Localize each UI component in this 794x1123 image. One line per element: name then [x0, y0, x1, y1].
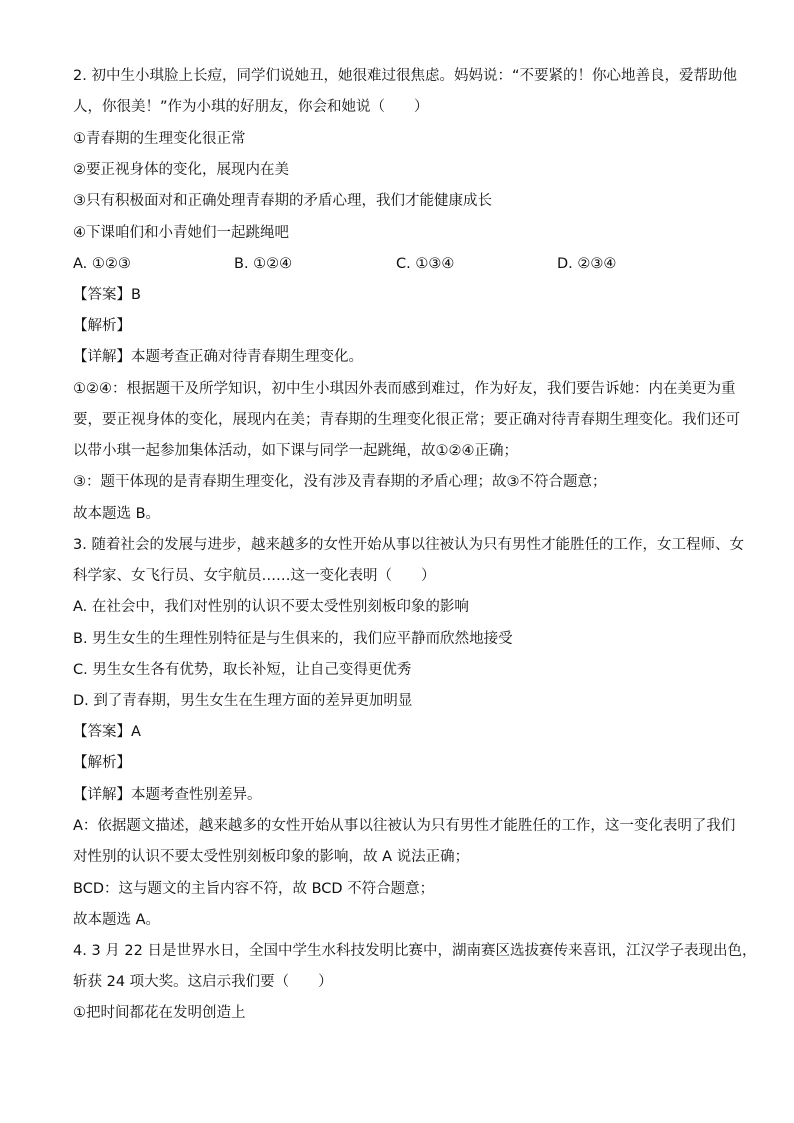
q2-item-1: ①青春期的生理变化很正常 [73, 131, 246, 147]
q2-explanation-1-line-1: ①②④：根据题干及所学知识，初中生小琪因外表而感到难过，作为好友，我们要告诉她：内在美更为重 [73, 381, 736, 397]
q3-answer: 【答案】A [73, 724, 141, 740]
q2-option-b: B. ①②④ [234, 256, 293, 272]
q3-option-b: B. 男生女生的生理性别特征是与生俱来的，我们应平静而欣然地接受 [73, 631, 513, 647]
q2-explanation-2: ③：题干体现的是青春期生理变化，没有涉及青春期的矛盾心理；故③不符合题意； [73, 474, 607, 490]
q3-explanation-1-line-2: 对性别的认识不要太受性别刻板印象的影响，故 A 说法正确； [73, 849, 470, 865]
q2-option-d: D. ②③④ [557, 256, 617, 272]
q2-detail: 【详解】本题考查正确对待青春期生理变化。 [73, 349, 363, 365]
q2-item-3: ③只有积极面对和正确处理青春期的矛盾心理，我们才能健康成长 [73, 193, 492, 209]
q4-stem-line-1: 4. 3 月 22 日是世界水日，全国中学生水科技发明比赛中，湖南赛区选拔赛传来喜讯，江汉学子表现出色， [73, 943, 757, 959]
q3-analysis-heading: 【解析】 [73, 755, 131, 771]
q4-item-1: ①把时间都花在发明创造上 [73, 1005, 246, 1021]
q2-conclusion: 故本题选 B。 [73, 506, 161, 522]
q2-option-a: A. ①②③ [73, 256, 131, 272]
q2-explanation-1-line-2: 要，要正视身体的变化，展现内在美；青春期的生理变化很正常；要正确对待青春期生理变化。我们还可 [73, 412, 740, 428]
q4-stem-line-2: 斩获 24 项大奖。这启示我们要（ ） [73, 974, 333, 990]
q2-item-2: ②要正视身体的变化，展现内在美 [73, 162, 289, 178]
q2-analysis-heading: 【解析】 [73, 318, 131, 334]
q2-answer: 【答案】B [73, 287, 141, 303]
q3-explanation-1-line-1: A：依据题文描述，越来越多的女性开始从事以往被认为只有男性才能胜任的工作，这一变化表明了我们 [73, 818, 736, 834]
q2-stem-line-2: 人，你很美！”作为小琪的好朋友，你会和她说（ ） [73, 99, 429, 115]
q2-option-c: C. ①③④ [396, 256, 455, 272]
q3-conclusion: 故本题选 A。 [73, 912, 161, 928]
q3-detail: 【详解】本题考查性别差异。 [73, 787, 262, 803]
q3-explanation-2: BCD：这与题文的主旨内容不符，故 BCD 不符合题意； [73, 881, 435, 897]
q2-explanation-1-line-3: 以带小琪一起参加集体活动，如下课与同学一起跳绳，故①②④正确； [73, 443, 518, 459]
q2-stem-line-1: 2. 初中生小琪脸上长痘，同学们说她丑，她很难过很焦虑。妈妈说：“不要紧的！你心地善良，爱帮助他 [73, 68, 737, 84]
q3-stem-line-2: 科学家、女飞行员、女宇航员……这一变化表明（ ） [73, 568, 436, 584]
q3-stem-line-1: 3. 随着社会的发展与进步，越来越多的女性开始从事以往被认为只有男性才能胜任的工作，女工程师、女 [73, 537, 744, 553]
q3-option-c: C. 男生女生各有优势，取长补短，让自己变得更优秀 [73, 662, 412, 678]
q2-item-4: ④下课咱们和小青她们一起跳绳吧 [73, 225, 289, 241]
q3-option-a: A. 在社会中，我们对性别的认识不要太受性别刻板印象的影响 [73, 599, 469, 615]
q3-option-d: D. 到了青春期，男生女生在生理方面的差异更加明显 [73, 693, 413, 709]
